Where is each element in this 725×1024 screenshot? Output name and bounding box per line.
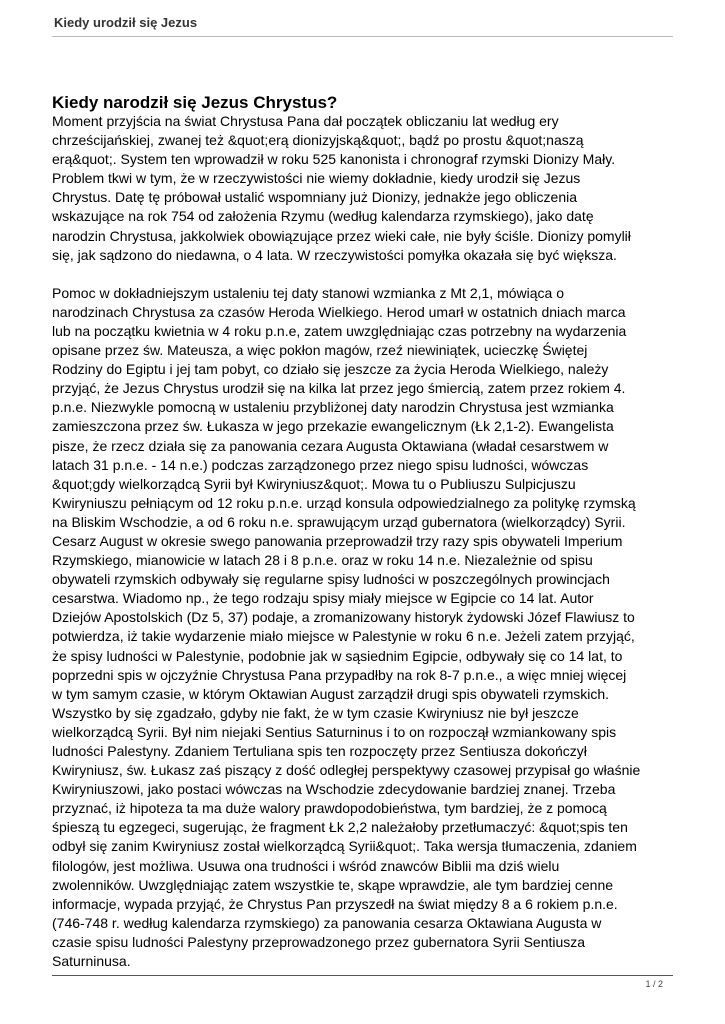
footer-divider	[52, 975, 673, 976]
header-divider	[52, 36, 673, 37]
paragraph-1: Moment przyjścia na świat Chrystusa Pana dał początek obliczaniu lat według ery chrześcijańskiej, zwanej też &quot;erą dionizyjską&quot;, bądź po prostu &quot;naszą erą&quot;. System ten wprowadził w roku 525 kanonista i chronograf rzymski Dionizy Mały. Problem tkwi w tym, że w rzeczywistości nie wiemy dokładnie, kiedy urodził się Jezus Chrystus. Datę tę próbował ustalić wspomniany już Dionizy, jednakże jego obliczenia wskazujące na rok 754 od założenia Rzymu (według kalendarza rzymskiego), jako datę narodzin Chrystusa, jakkolwiek obowiązujące przez wieki całe, nie były ściśle. Dionizy pomylił się, jak sądzono do niedawna, o 4 lata. W rzeczywistości pomyłka okazała się być większa.	[52, 113, 631, 263]
paragraph-2: Pomoc w dokładniejszym ustaleniu tej daty stanowi wzmianka z Mt 2,1, mówiąca o narodzinach Chrystusa za czasów Heroda Wielkiego. Herod umarł w ostatnich dniach marca lub na początku kwietnia w 4 roku p.n.e, zatem uwzględniając czas potrzebny na wydarzenia opisane przez św. Mateusza, a więc pokłon magów, rzeź niewiniątek, ucieczkę Świętej Rodziny do Egiptu i jej tam pobyt, co działo się jeszcze za życia Heroda Wielkiego, należy przyjąć, że Jezus Chrystus urodził się na kilka lat przez jego śmiercią, zatem przez rokiem 4. p.n.e. Niezwykle pomocną w ustaleniu przybliżonej daty narodzin Chrystusa jest wzmianka zamieszczona przez św. Łukasza w jego przekazie ewangelicznym (Łk 2,1-2). Ewangelista pisze, że rzecz działa się za panowania cezara Augusta Oktawiana (władał cesarstwem w latach 31 p.n.e. - 14 n.e.) podczas zarządzonego przez niego spisu ludności, wówczas &quot;gdy wielkorządcą Syrii był Kwiryniusz&quot;. Mowa tu o Publiuszu Sulpicjuszu Kwiryniuszu pełniącym od 12 roku p.n.e. urząd konsula odpowiedzialnego za politykę rzymską na Bliskim Wschodzie, a od 6 roku n.e. sprawującym urząd gubernatora (wielkorządcy) Syrii. Cesarz August w okresie swego panowania przeprowadził trzy razy spis obywateli Imperium Rzymskiego, mianowicie w latach 28 i 8 p.n.e. oraz w roku 14 n.e. Niezależnie od spisu obywateli rzymskich odbywały się regularne spisy ludności w poszczególnych prowincjach cesarstwa. Wiadomo np., że tego rodzaju spisy miały miejsce w Egipcie co 14 lat. Autor Dziejów Apostolskich (Dz 5, 37) podaje, a zromanizowany historyk żydowski Józef Flawiusz to potwierdza, iż takie wydarzenie miało miejsce w Palestynie w roku 6 n.e. Jeżeli zatem przyjąć, że spisy ludności w Palestynie, podobnie jak w sąsiednim Egipcie, odbywały się co 14 lat, to poprzedni spis w ojczyźnie Chrystusa Pana przypadłby na rok 8-7 p.n.e., a więc mniej więcej w tym samym czasie, w którym Oktawian August zarządził drugi spis obywateli rzymskich. Wszystko by się zgadzało, gdyby nie fakt, że w tym czasie Kwiryniusz nie był jeszcze wielkorządcą Syrii. Był nim niejaki Sentius Saturninus i to on rozpoczął wzmiankowany spis ludności Palestyny. Zdaniem Tertuliana spis ten rozpoczęty przez Sentiusza dokończył Kwiryniusz, św. Łukasz zaś piszący z dość odległej perspektywy czasowej przypisał go właśnie Kwiryniuszowi, jako postaci wówczas na Wschodzie zdecydowanie bardziej znanej. Trzeba przyznać, iż hipoteza ta ma duże walory prawdopodobieństwa, tym bardziej, że z pomocą śpieszą tu egzegeci, sugerując, że fragment Łk 2,2 należałoby przetłumaczyć: &quot;spis ten odbył się zanim Kwiryniusz został wielkorządcą Syrii&quot;. Taka wersja tłumaczenia, zdaniem filologów, jest możliwa. Usuwa ona trudności i wśród znawców Biblii ma dziś wielu zwolenników. Uwzględniając zatem wszystkie te, skąpe wprawdzie, ale tym bardziej cenne informacje, wypada przyjąć, że Chrystus Pan przyszedł na świat między 8 a 6 rokiem p.n.e. (746-748 r. według kalendarza rzymskiego) za panowania cesarza Oktawiana Augusta w czasie spisu ludności Palestyny przeprowadzonego przez gubernatora Syrii Sentiusza Saturninusa.	[52, 284, 641, 970]
paragraph-gap	[52, 265, 677, 284]
article-title: Kiedy narodził się Jezus Chrystus?	[52, 93, 338, 112]
running-header: Kiedy urodził się Jezus	[54, 15, 198, 30]
page-number: 1 / 2	[645, 979, 663, 989]
article-body	[52, 112, 677, 971]
